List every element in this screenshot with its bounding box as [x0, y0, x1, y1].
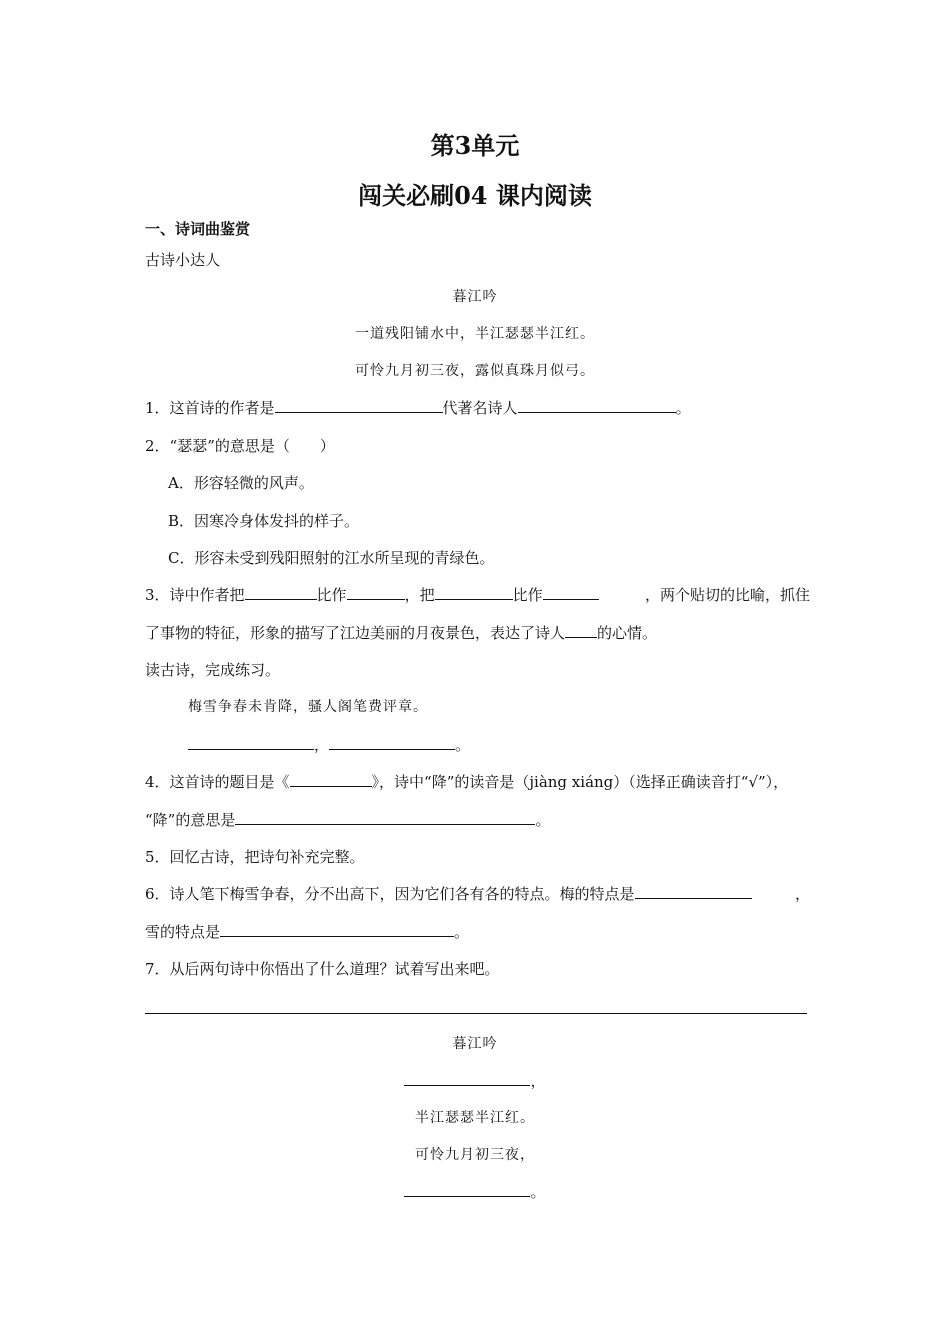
q3-text-c: ，把: [404, 586, 435, 604]
q3-blank-2[interactable]: [347, 585, 405, 600]
question-4-line1: [145, 772, 810, 792]
q6-blank-plum[interactable]: [635, 884, 752, 899]
page-title: 闯关必刷04 课内阅读: [358, 181, 592, 210]
poem2-blank-1[interactable]: [188, 735, 314, 750]
poem3-line1-end: ，: [530, 1072, 546, 1090]
q4-text-b: 》，诗中“降”的读音是（jiàng xiáng）（选择正确读音打“√”），: [371, 773, 789, 791]
q6-line2-b: 。: [454, 923, 470, 941]
q2-option-c[interactable]: C．形容未受到残阳照射的江水所呈现的青绿色。: [168, 549, 495, 567]
q6-line2-a: 雪的特点是: [145, 923, 221, 941]
q1-text-a: 1．这首诗的作者是: [145, 399, 275, 417]
unit-title: 第3单元: [430, 131, 520, 160]
q4-blank-title[interactable]: [290, 772, 372, 787]
question-6-line2: [145, 922, 810, 942]
q6-blank-snow[interactable]: [220, 922, 454, 937]
section-subheading: 古诗小达人: [145, 251, 221, 269]
question-6-line1: [145, 884, 810, 904]
poem3-line4-end: 。: [530, 1183, 546, 1201]
question-5: 5．回忆古诗，把诗句补充完整。: [145, 848, 365, 866]
q3-line2-a: 了事物的特征，形象的描写了江边美丽的月夜景色，表达了诗人: [145, 624, 566, 642]
poem2-fill-line: [188, 735, 853, 755]
q3-blank-1[interactable]: [245, 585, 317, 600]
poem3-line3: 可怜九月初三夜，: [415, 1147, 535, 1163]
q1-text-c: 。: [675, 399, 691, 417]
q1-blank-dynasty[interactable]: [518, 398, 676, 413]
poem2-comma: ，: [314, 736, 330, 754]
reading-intro: 读古诗，完成练习。: [145, 661, 281, 679]
poem1-title: 暮江吟: [452, 289, 498, 305]
poem1-line2: 可怜九月初三夜，露似真珠月似弓。: [355, 363, 595, 379]
poem2-period: 。: [455, 736, 471, 754]
question-1: [145, 398, 810, 418]
q6-text-a: 6．诗人笔下梅雪争春，分不出高下，因为它们各有各的特点。梅的特点是: [145, 885, 635, 903]
q3-blank-4[interactable]: [543, 585, 599, 600]
poem3-line4: [0, 1182, 950, 1202]
q4-blank-meaning[interactable]: [235, 810, 535, 825]
question-7: 7．从后两句诗中你悟出了什么道理？试着写出来吧。: [145, 960, 500, 978]
q2-option-a[interactable]: A．形容轻微的风声。: [168, 474, 314, 492]
poem3-line2: 半江瑟瑟半江红。: [415, 1110, 535, 1126]
q3-blank-3[interactable]: [435, 585, 513, 600]
q3-text-d: 比作: [512, 586, 543, 604]
question-4-line2: [145, 810, 810, 830]
q4-text-a: 4．这首诗的题目是《: [145, 773, 290, 791]
poem3-line1: [0, 1071, 950, 1091]
q3-text-a: 3．诗中作者把: [145, 586, 245, 604]
q6-text-b: ，: [794, 885, 810, 903]
q3-line2-b: 的心情。: [597, 624, 658, 642]
q4-line2-a: “降”的意思是: [145, 811, 236, 829]
answer-line[interactable]: [145, 1013, 807, 1014]
poem2-given-line: 梅雪争春未肯降，骚人阁笔费评章。: [188, 699, 428, 715]
question-3-line2: [145, 623, 810, 643]
poem1-line1: 一道残阳铺水中，半江瑟瑟半江红。: [355, 326, 595, 342]
poem2-blank-2[interactable]: [329, 735, 455, 750]
question-3-line1: [145, 585, 810, 605]
poem3-title: 暮江吟: [452, 1036, 498, 1052]
section-heading: 一、诗词曲鉴赏: [145, 220, 251, 238]
poem3-blank-1[interactable]: [404, 1071, 530, 1086]
q1-text-b: 代著名诗人: [442, 399, 518, 417]
q1-blank-author[interactable]: [275, 398, 443, 413]
q3-text-e: ，两个贴切的比喻，抓住: [644, 586, 810, 604]
question-2: 2．“瑟瑟”的意思是（ ）: [145, 437, 335, 455]
q2-option-b[interactable]: B．因寒冷身体发抖的样子。: [168, 512, 360, 530]
q3-blank-5[interactable]: [565, 623, 597, 638]
poem3-blank-2[interactable]: [404, 1182, 530, 1197]
q3-text-b: 比作: [316, 586, 347, 604]
q4-line2-b: 。: [535, 811, 551, 829]
